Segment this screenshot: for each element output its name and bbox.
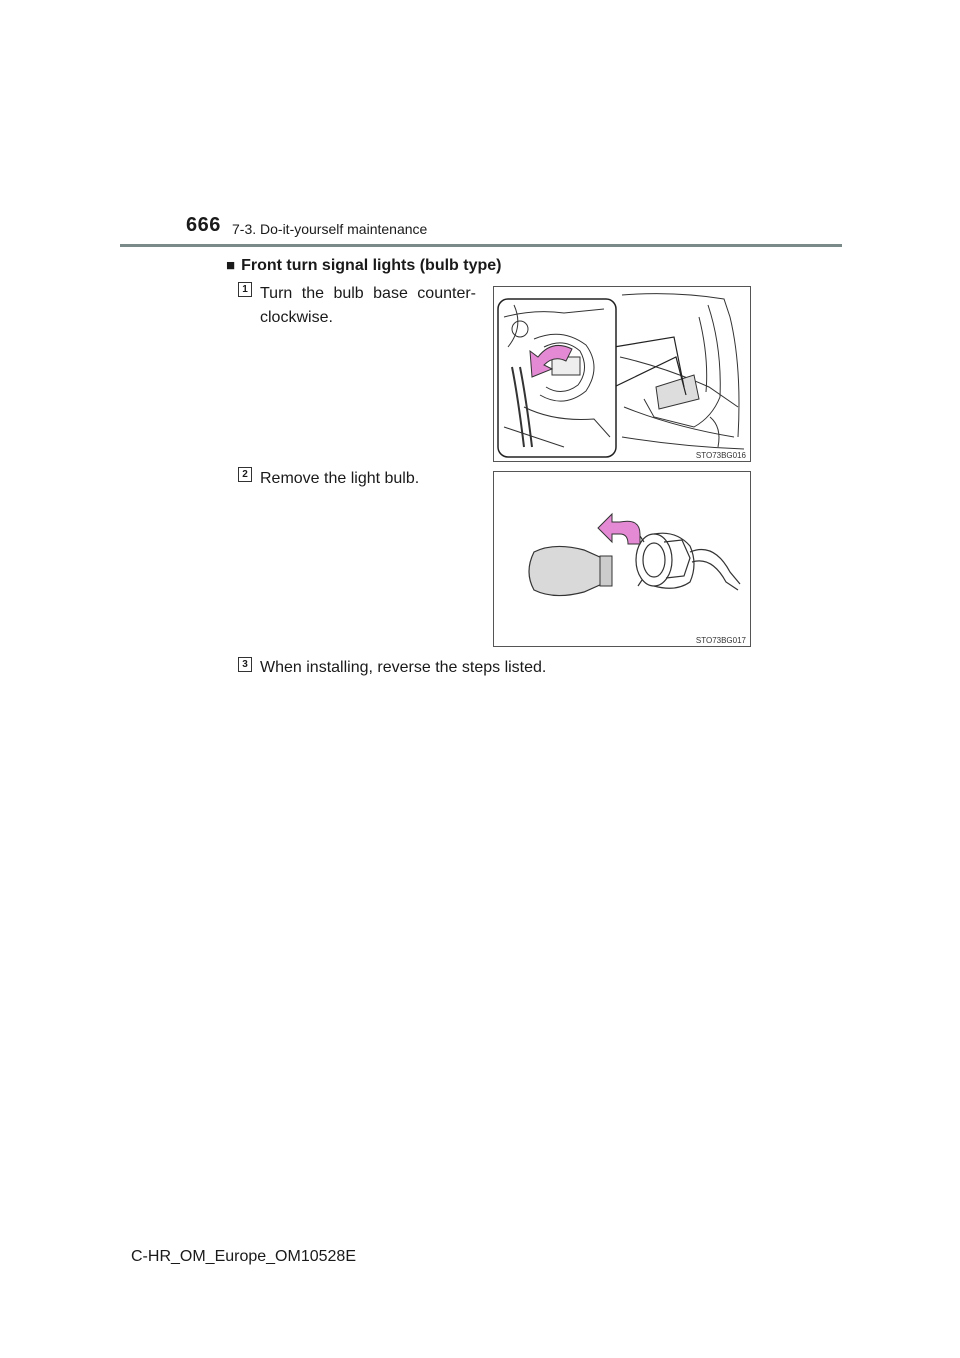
footer-manual-code: C-HR_OM_Europe_OM10528E — [131, 1248, 356, 1265]
step-2-text: Remove the light bulb. — [260, 470, 420, 487]
header-rule — [120, 244, 842, 247]
step-3-text: When installing, reverse the steps listed. — [260, 659, 547, 676]
heading-marker-icon: ■ — [226, 257, 236, 274]
bulb-base-illustration — [494, 287, 750, 461]
step-1-badge: 1 — [238, 282, 252, 297]
figure-step-1 — [493, 286, 751, 462]
section-title: 7-3. Do-it-yourself maintenance — [232, 221, 428, 237]
heading-text: Front turn signal lights (bulb type) — [241, 257, 502, 274]
figure-1-code: STO73BG016 — [695, 451, 746, 460]
section-heading — [226, 257, 501, 275]
page-number: 666 — [186, 214, 221, 236]
step-2-badge: 2 — [238, 467, 252, 482]
step-3-badge: 3 — [238, 657, 252, 672]
step-1-text: Turn the bulb base counter-clockwise. — [260, 285, 476, 326]
figure-step-2 — [493, 471, 751, 647]
light-bulb-illustration — [494, 472, 750, 646]
figure-2-code: STO73BG017 — [695, 636, 746, 645]
